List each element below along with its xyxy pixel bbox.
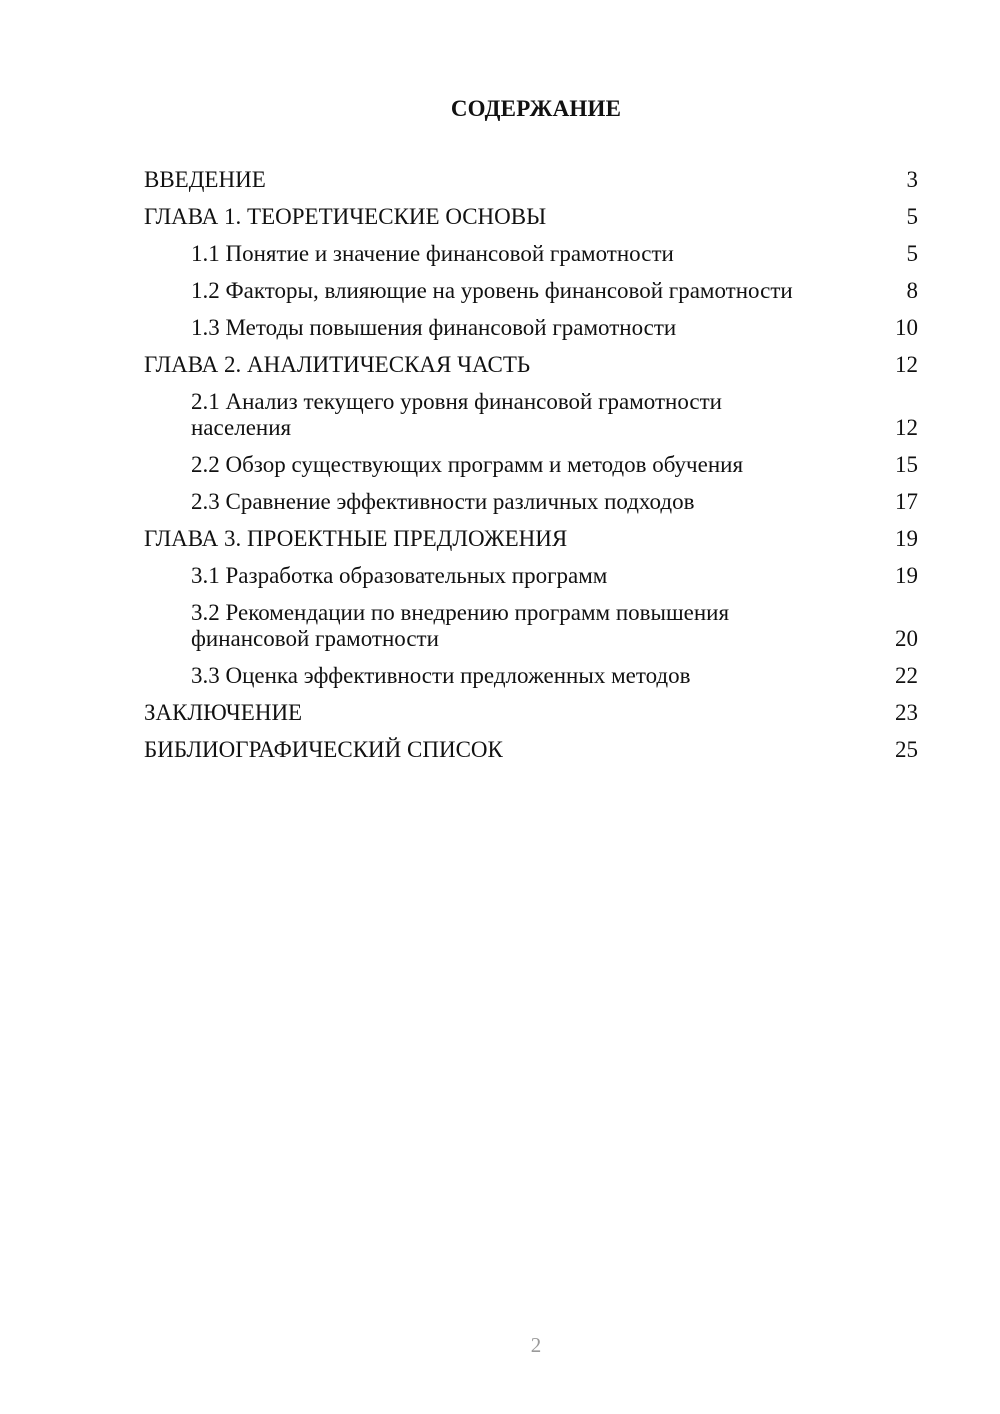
- toc-entry-introduction[interactable]: [144, 167, 918, 193]
- toc-entry-conclusion[interactable]: [144, 700, 918, 726]
- toc-entry-section-2-2[interactable]: [144, 452, 918, 478]
- toc-entry-page: 12: [895, 352, 918, 377]
- toc-entry-page: 20: [895, 626, 918, 651]
- toc-entry-text: 3.3 Оценка эффективности предложенных методов: [191, 663, 691, 688]
- toc-entry-bibliography[interactable]: [144, 737, 918, 763]
- toc-entry-section-2-1[interactable]: [144, 389, 918, 441]
- toc-entry-text: 2.1 Анализ текущего уровня финансовой грамотности населения: [191, 389, 722, 440]
- toc-entry-page: 19: [895, 563, 918, 588]
- toc-entry-text: ГЛАВА 3. ПРОЕКТНЫЕ ПРЕДЛОЖЕНИЯ: [144, 526, 568, 551]
- document-title: СОДЕРЖАНИЕ: [450, 96, 622, 121]
- toc-entry-text: ГЛАВА 2. АНАЛИТИЧЕСКАЯ ЧАСТЬ: [144, 352, 531, 377]
- toc-entry-page: 22: [895, 663, 918, 688]
- toc-entry-section-2-3[interactable]: [144, 489, 918, 515]
- toc-entry-section-3-1[interactable]: [144, 563, 918, 589]
- toc-entry-page: 23: [895, 700, 918, 725]
- toc-entry-page: 19: [895, 526, 918, 551]
- toc-entry-page: 5: [906, 204, 918, 229]
- toc-entry-text: БИБЛИОГРАФИЧЕСКИЙ СПИСОК: [144, 737, 503, 762]
- toc-entry-text: 3.2 Рекомендации по внедрению программ повышения финансовой грамотности: [191, 600, 730, 651]
- toc-entry-page: 15: [895, 452, 918, 477]
- toc-entry-section-3-3[interactable]: [144, 663, 918, 689]
- toc-entry-section-3-2[interactable]: [144, 600, 918, 652]
- table-of-contents: [144, 167, 918, 763]
- toc-entry-text: 1.2 Факторы, влияющие на уровень финансовой грамотности: [191, 278, 793, 303]
- toc-entry-page: 12: [895, 415, 918, 440]
- toc-entry-page: 10: [895, 315, 918, 340]
- toc-entry-section-1-2[interactable]: [144, 278, 918, 304]
- toc-entry-page: 5: [906, 241, 918, 266]
- toc-entry-text: 2.3 Сравнение эффективности различных подходов: [191, 489, 695, 514]
- toc-entry-text: 1.3 Методы повышения финансовой грамотности: [191, 315, 677, 340]
- toc-entry-chapter-1[interactable]: [144, 204, 918, 230]
- toc-entry-chapter-3[interactable]: [144, 526, 918, 552]
- toc-entry-text: 2.2 Обзор существующих программ и методов обучения: [191, 452, 744, 477]
- toc-entry-page: 3: [906, 167, 918, 192]
- toc-entry-chapter-2[interactable]: [144, 352, 918, 378]
- toc-entry-text: 3.1 Разработка образовательных программ: [191, 563, 608, 588]
- toc-entry-page: 25: [895, 737, 918, 762]
- toc-entry-text: 1.1 Понятие и значение финансовой грамотности: [191, 241, 674, 266]
- page-number: 2: [530, 1333, 542, 1357]
- toc-entry-page: 17: [895, 489, 918, 514]
- toc-entry-section-1-1[interactable]: [144, 241, 918, 267]
- toc-entry-page: 8: [906, 278, 918, 303]
- toc-entry-section-1-3[interactable]: [144, 315, 918, 341]
- toc-entry-text: ГЛАВА 1. ТЕОРЕТИЧЕСКИЕ ОСНОВЫ: [144, 204, 547, 229]
- toc-entry-text: ЗАКЛЮЧЕНИЕ: [144, 700, 303, 725]
- toc-entry-text: ВВЕДЕНИЕ: [144, 167, 266, 192]
